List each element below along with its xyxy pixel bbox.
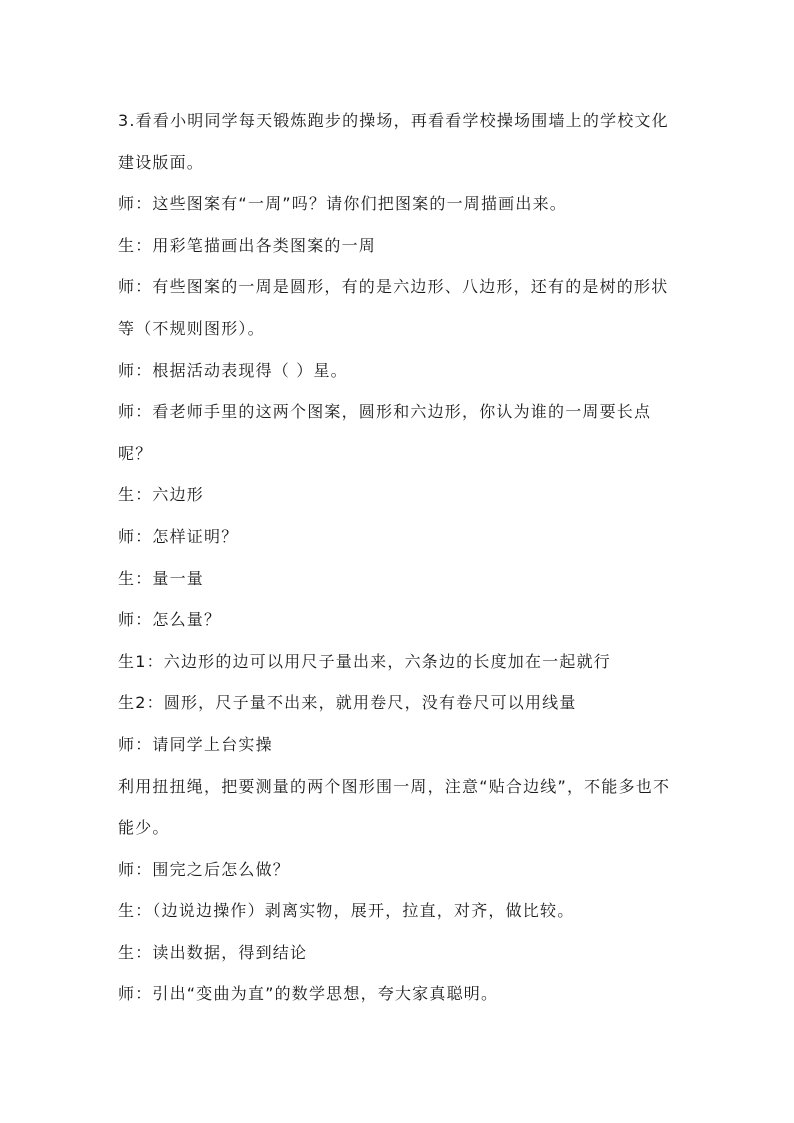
- document-body: [118, 100, 683, 1015]
- paragraph-student-operate: 生：（边说边操作）剥离实物，展开，拉直，对齐，做比较。: [118, 901, 575, 921]
- paragraph-teacher-stars: 师：根据活动表现得（ ）星。: [118, 360, 348, 380]
- paragraph-student2-answer: 生2：圆形，尺子量不出来，就用卷尺，没有卷尺可以用线量: [118, 693, 577, 713]
- paragraph-student1-answer: 生1：六边形的边可以用尺子量出来，六条边的长度加在一起就行: [118, 651, 611, 671]
- paragraph-intro: 3.看看小明同学每天锻炼跑步的操场，再看看学校操场围墙上的学校文化建设版面。: [118, 111, 669, 172]
- paragraph-teacher-shapes: 师：有些图案的一周是圆形，有的是六边形、八边形，还有的是树的形状等（不规则图形）。: [118, 277, 669, 338]
- paragraph-teacher-prove: 师：怎样证明？: [118, 526, 239, 546]
- paragraph-student-read-data: 生：读出数据，得到结论: [118, 942, 308, 962]
- paragraph-twist-rope: 利用扭扭绳，把要测量的两个图形围一周，注意“贴合边线”，不能多也不能少。: [118, 776, 671, 838]
- paragraph-teacher-how: 师：怎么量？: [118, 610, 222, 630]
- paragraph-teacher-demo: 师：请同学上台实操: [118, 734, 273, 754]
- paragraph-teacher-compare: 师：看老师手里的这两个图案，圆形和六边形，你认为谁的一周要长点呢？: [118, 402, 652, 463]
- paragraph-student-trace: 生：用彩笔描画出各类图案的一周: [118, 235, 377, 255]
- paragraph-teacher-after: 师：围完之后怎么做？: [118, 859, 291, 879]
- paragraph-student-hexagon: 生：六边形: [118, 485, 205, 505]
- paragraph-teacher-question-outline: 师：这些图案有“一周”吗？请你们把图案的一周描画出来。: [118, 194, 567, 214]
- paragraph-teacher-conclusion: 师：引出“变曲为直”的数学思想，夸大家真聪明。: [118, 984, 499, 1004]
- paragraph-student-measure: 生：量一量: [118, 568, 205, 588]
